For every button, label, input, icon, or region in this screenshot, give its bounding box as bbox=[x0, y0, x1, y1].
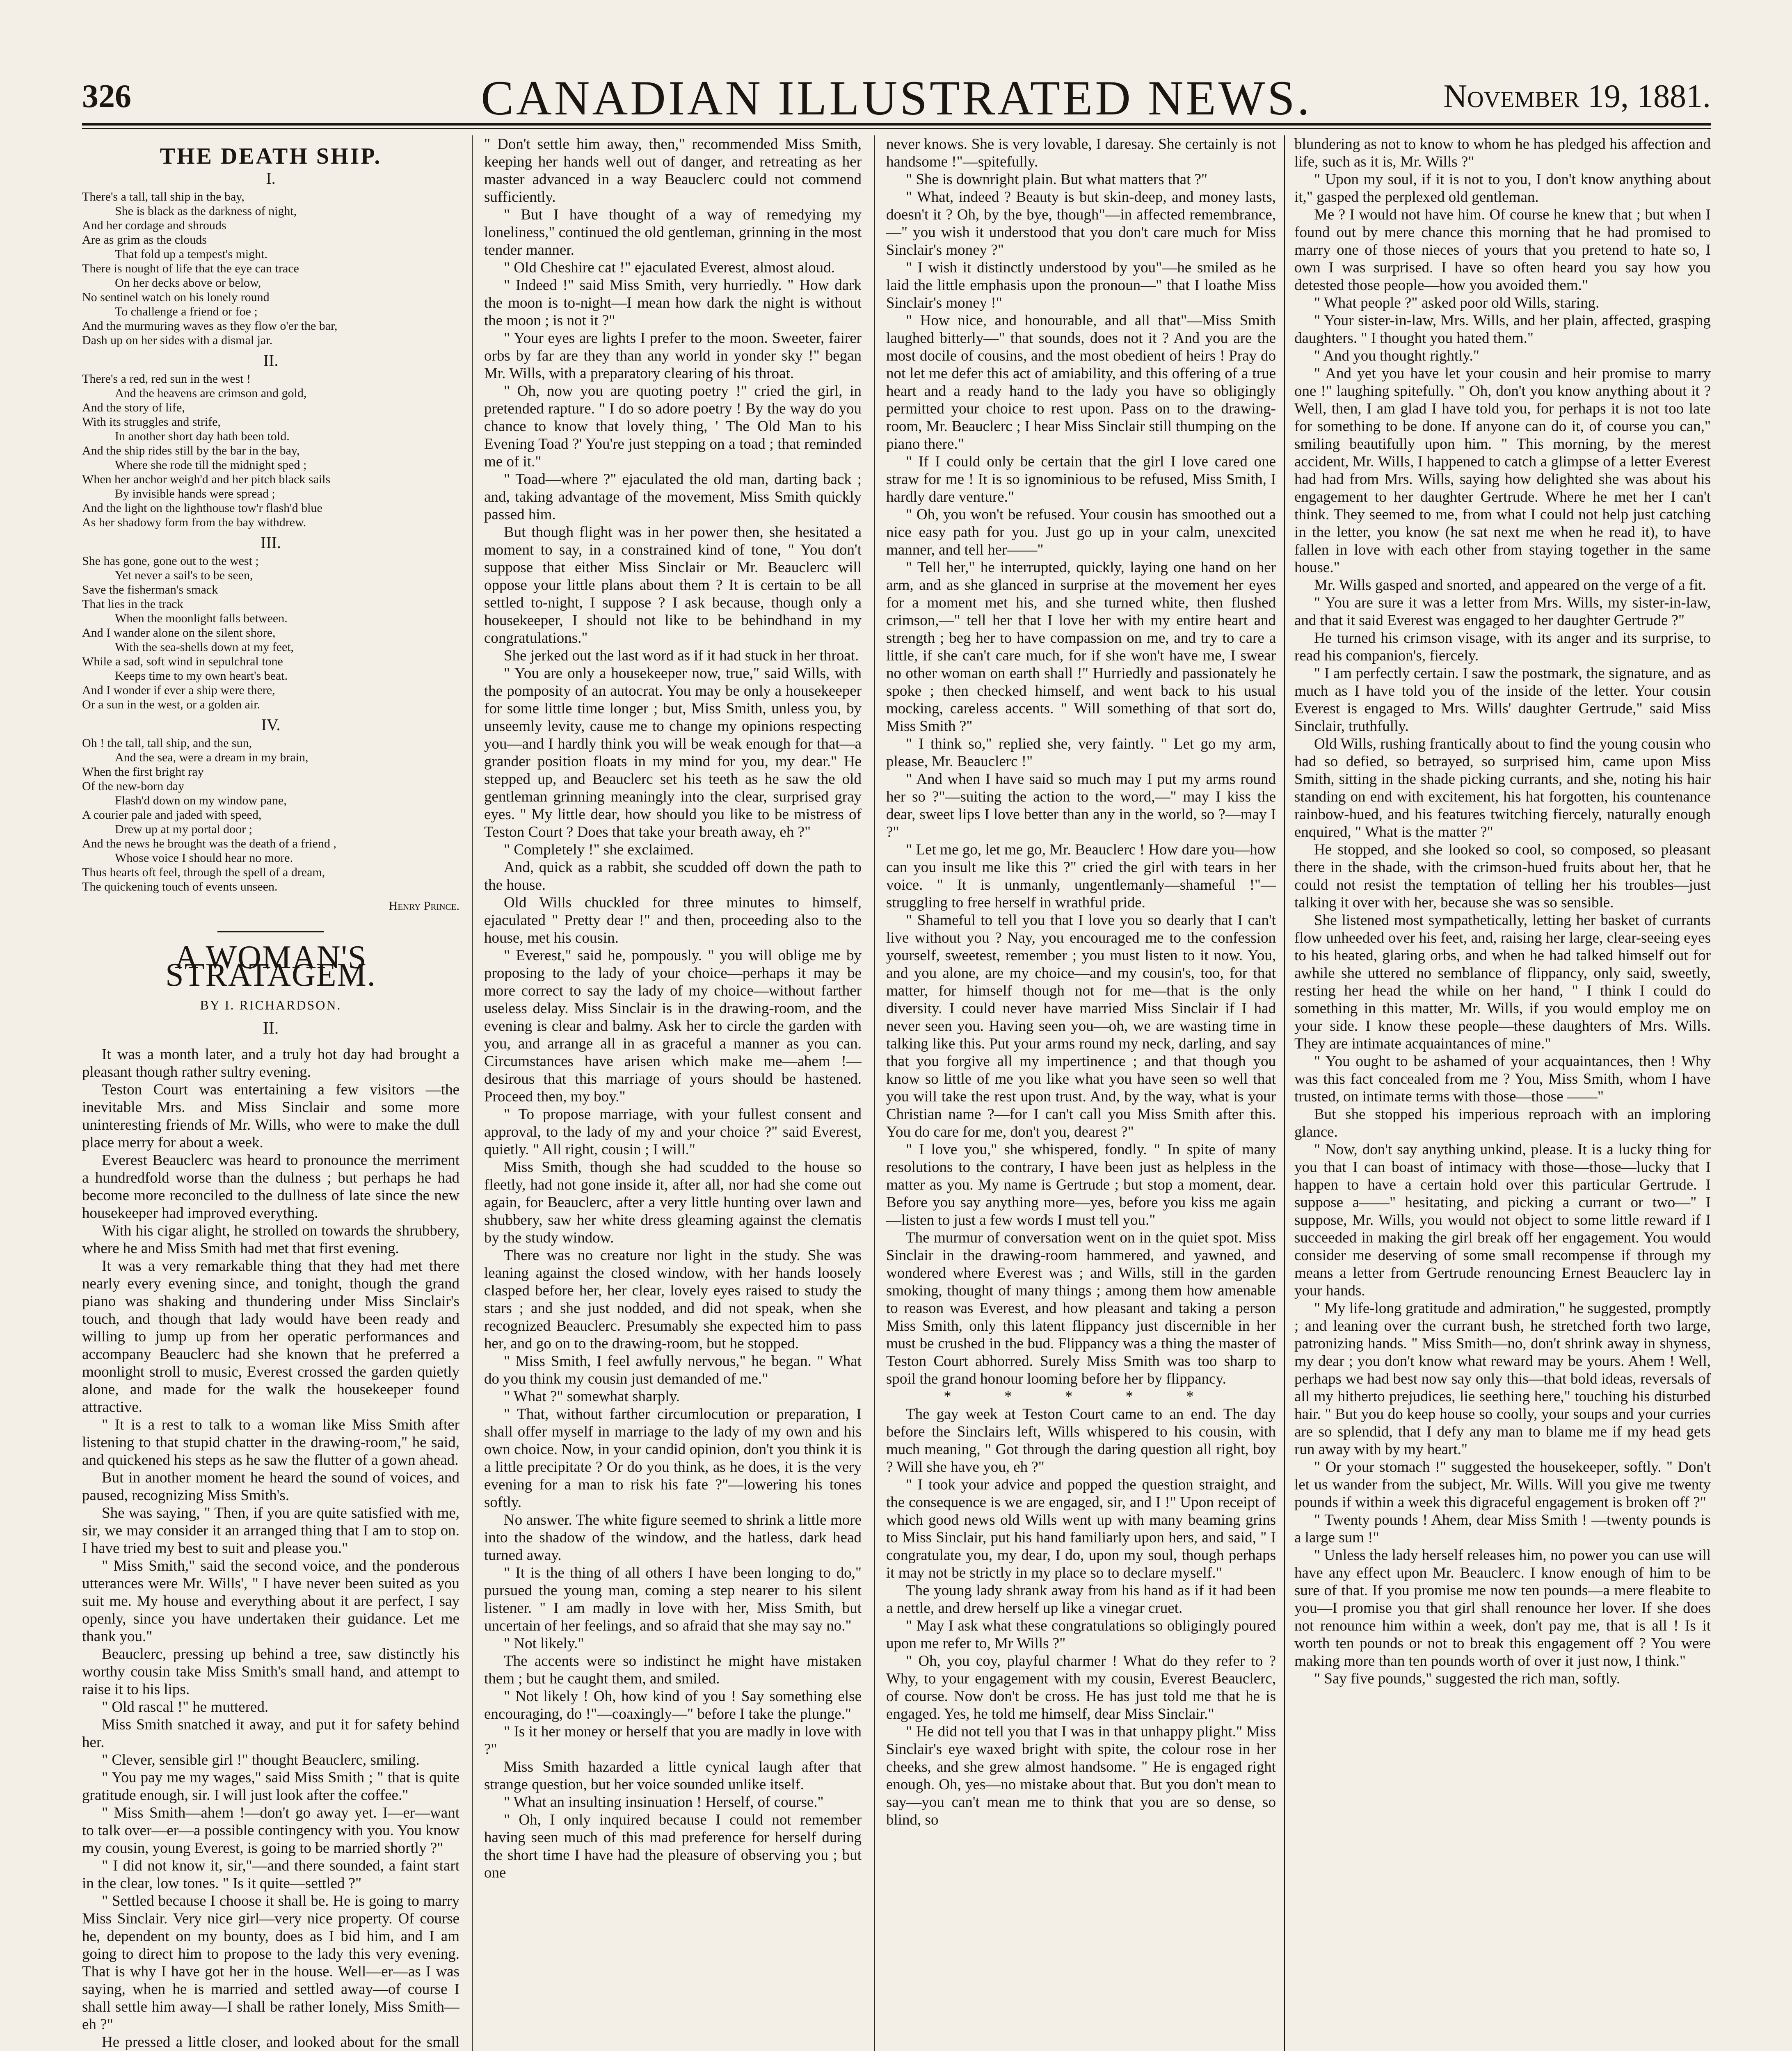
poem-line: And her cordage and shrouds bbox=[82, 219, 226, 232]
paragraph: blundering as not to know to whom he has pledged his affection and life, such as it is, Mr. Wills ?" bbox=[1294, 136, 1711, 170]
column-3 bbox=[886, 135, 1276, 2051]
poem-stanza bbox=[82, 554, 459, 712]
poem-stanza bbox=[82, 372, 459, 530]
column-3-text bbox=[886, 135, 1276, 1829]
paragraph: Teston Court was entertaining a few visitors —the inevitable Mrs. and Miss Sinclair and some more uninteresting friends of Mr. Wills, who were to make the dull place merry for about a week. bbox=[82, 1081, 459, 1151]
story-byline: BY I. RICHARDSON. bbox=[200, 998, 342, 1012]
paragraph: And, quick as a rabbit, she scudded off down the path to the house. bbox=[484, 859, 862, 893]
poem-line: And the news he brought was the death of a friend , bbox=[82, 837, 336, 850]
paragraph: " You ought to be ashamed of your acquaintances, then ! Why was this fact concealed from me ? You, Miss Smith, whom I have trusted, on intimate terms with those—those ——" bbox=[1294, 1053, 1711, 1105]
paragraph: But in another moment he heard the sound of voices, and paused, recognizing Miss Smith's. bbox=[82, 1469, 459, 1504]
story-part: II. bbox=[263, 1019, 279, 1038]
paragraph: " Indeed !" said Miss Smith, very hurriedly. " How dark the moon is to-night—I mean how dark the night is without the moon ; is not it ?" bbox=[484, 277, 862, 329]
poem-title: THE DEATH SHIP. bbox=[160, 144, 382, 169]
paragraph: Miss Smith hazarded a little cynical laugh after that strange question, but her voice sounded unlike itself. bbox=[484, 1759, 862, 1793]
poem-line: Drew up at my portal door ; bbox=[115, 822, 252, 836]
poem-line: No sentinel watch on his lonely round bbox=[82, 290, 270, 304]
paragraph: " To propose marriage, with your fullest consent and approval, to the lady of my and your choice ?" said Everest, quietly. " All right, cousin ; I will." bbox=[484, 1106, 862, 1158]
paragraph: " But I have thought of a way of remedying my loneliness," continued the old gentleman, grinning in the most tender manner. bbox=[484, 206, 862, 258]
paragraph: With his cigar alight, he strolled on towards the shrubbery, where he and Miss Smith had met that first evening. bbox=[82, 1222, 459, 1257]
column-1-text bbox=[82, 1046, 459, 2051]
column-4-text bbox=[1294, 135, 1711, 1688]
paragraph: " It is a rest to talk to a woman like Miss Smith after listening to that stupid chatter in the drawing-room," he said, and quickened his steps as he saw the flutter of a gown ahead. bbox=[82, 1416, 459, 1469]
poem-line: And the sea, were a dream in my brain, bbox=[115, 751, 309, 764]
paragraph: " Settled because I choose it shall be. He is going to marry Miss Sinclair. Very nice girl—very nice property. Of course he, dependent on my bounty, does as I bid him, and I am going to direct him to propose to the lady this very evening. That is why I have got her in the house. Well—er—as I was saying, when he is married and settled away—of course I shall settle him away—I shall be rather lonely, Miss Smith—eh ?" bbox=[82, 1893, 459, 2033]
poem-line: By invisible hands were spread ; bbox=[115, 487, 275, 500]
paragraph: She jerked out the last word as if it had stuck in her throat. bbox=[504, 647, 859, 664]
poem-line: That lies in the track bbox=[82, 597, 183, 611]
paragraph: " What an insulting insinuation ! Herself, of course." bbox=[504, 1794, 824, 1811]
paragraph: " Unless the lady herself releases him, no power you can use will have any effect upon Mr. Beauclerc. I know enough of him to be sure of that. If you promise me now ten pounds—a mere fleabite to you—I promise you that girl shall renounce her lover. If she does not renounce him within a week, don't pay me, that is all ! Is it worth ten pounds or not to break this engagement off ? You were making more than ten pounds worth of over it just now, I think." bbox=[1294, 1547, 1711, 1670]
paragraph: He pressed a little closer, and looked about for the small bbox=[102, 2034, 459, 2051]
paragraph: " You pay me my wages," said Miss Smith ; " that is quite gratitude enough, sir. I will just look after the coffee." bbox=[82, 1769, 459, 1804]
section-divider bbox=[217, 931, 324, 932]
paragraph: " And when I have said so much may I put my arms round her so ?"—suiting the action to the word,—" may I kiss the dear, sweet lips I love better than any in the world, so ?—may I ?" bbox=[886, 771, 1276, 840]
paragraph: " Miss Smith, I feel awfully nervous," he began. " What do you think my cousin just demanded of me." bbox=[484, 1353, 862, 1387]
poem-line: There is nought of life that the eye can trace bbox=[82, 262, 299, 275]
poem-line: Thus hearts oft feel, through the spell of a dream, bbox=[82, 866, 325, 879]
poem-line: On her decks above or below, bbox=[115, 276, 261, 290]
column-4 bbox=[1294, 135, 1711, 2051]
poem-line: And I wonder if ever a ship were there, bbox=[82, 683, 275, 697]
poem-line: Or a sun in the west, or a golden air. bbox=[82, 698, 261, 711]
poem-line: Oh ! the tall, tall ship, and the sun, bbox=[82, 736, 252, 750]
paragraph: " That, without farther circumlocution or preparation, I shall offer myself in marriage to the lady of my own and his own choice. Now, in your candid opinion, don't you think it is a little precipitate ? Or do you think, as he does, it is the very evening for a man to risk his fate ?"—lowering his tones softly. bbox=[484, 1406, 862, 1511]
poem-part-numeral: III. bbox=[261, 533, 281, 552]
poem-line: She is black as the darkness of night, bbox=[115, 204, 297, 218]
paragraph: " He did not tell you that I was in that unhappy plight." Miss Sinclair's eye waxed bright with spite, the colour rose in her cheeks, and she grew almost handsome. " He is engaged right enough. Oh, yes—no mistake about that. But you don't mean to say—you can't mean me to think that you are so dense, so blind, so bbox=[886, 1723, 1276, 1828]
paragraph: " Your sister-in-law, Mrs. Wills, and her plain, affected, grasping daughters. " I thought you hated them." bbox=[1294, 312, 1711, 347]
poem-body bbox=[82, 169, 459, 894]
paragraph: " And you thought rightly." bbox=[1314, 347, 1479, 364]
poem-line: Dash up on her sides with a dismal jar. bbox=[82, 333, 273, 347]
paragraph: " What, indeed ? Beauty is but skin-deep, and money lasts, doesn't it ? Oh, by the bye, though"—in affected remembrance,—" you wish it understood that you don't care much for Miss Sinclair's money ?" bbox=[886, 189, 1276, 258]
poem-line: The quickening touch of events unseen. bbox=[82, 880, 278, 893]
paragraph: " What ?" somewhat sharply. bbox=[504, 1388, 680, 1405]
paragraph: Miss Smith snatched it away, and put it for safety behind her. bbox=[82, 1716, 459, 1751]
poem-stanza bbox=[82, 190, 459, 347]
paragraph: Everest Beauclerc was heard to pronounce the merriment a hundredfold worse than the dulness ; but perhaps he had become more reconciled to the dullness of late since the new housekeeper had improved everything. bbox=[82, 1152, 459, 1222]
paragraph: The gay week at Teston Court came to an end. The day before the Sinclairs left, Wills whispered to his cousin, with much meaning, " Got through the daring question all right, boy ? Will she have you, eh ?" bbox=[886, 1406, 1276, 1475]
paragraph: " You are sure it was a letter from Mrs. Wills, my sister-in-law, and that it said Everest was engaged to her daughter Gertrude ?" bbox=[1294, 594, 1711, 629]
paragraph: " Is it her money or herself that you are madly in love with ?" bbox=[484, 1723, 862, 1758]
paragraph: " Not likely." bbox=[504, 1635, 584, 1652]
poem-line: Save the fisherman's smack bbox=[82, 583, 218, 596]
poem-part-numeral: II. bbox=[263, 351, 279, 370]
column-2-text bbox=[484, 135, 862, 1882]
paragraph: " Don't settle him away, then," recommended Miss Smith, keeping her hands well out of danger, and retreating as her master advanced in a way Beauclerc could not commend sufficiently. bbox=[484, 136, 862, 206]
paragraph: " Everest," said he, pompously. " you will oblige me by proposing to the lady of your choice—perhaps it may be more correct to say the lady of my choice—without farther useless delay. Miss Sinclair is in the drawing-room, and the evening is clear and balmy. Ask her to circle the garden with you, and arrange all in as graceful a manner as you can. Circumstances have arisen which make me—ahem !—desirous that this marriage of yours should be hastened. Proceed then, my boy." bbox=[484, 947, 862, 1105]
paragraph: * * * * * bbox=[944, 1388, 1218, 1405]
poem-line: Are as grim as the clouds bbox=[82, 233, 207, 247]
paragraph: The murmur of conversation went on in the quiet spot. Miss Sinclair in the drawing-room hammered, and yawned, and wondered where Everest was ; and Wills, still in the garden smoking, thought of many things ; among them how amenable to reason was Everest, and how pleasant and taking a person Miss Smith, only this latent flippancy just discernible in her must be crushed in the bud. Flippancy was a thing the master of Teston Court abhorred. Surely Miss Smith was too sharp to spoil the grand honour looming before her by flippancy. bbox=[886, 1229, 1276, 1387]
paragraph: " Oh, I only inquired because I could not remember having seen much of this mad preference for herself during the short time I have had the pleasure of observing you ; but one bbox=[484, 1811, 862, 1881]
poem-line: With the sea-shells down at my feet, bbox=[115, 640, 294, 654]
poem-part-numeral: IV. bbox=[261, 715, 281, 734]
column-rule-2 bbox=[874, 135, 875, 2051]
paragraph: Me ? I would not have him. Of course he knew that ; but when I found out by mere chance this morning that he had promised to marry one of those nieces of yours that you pretend to hate so, I own I was surprised. I have so often heard you say how you detested those people—how you avoided them." bbox=[1294, 206, 1711, 294]
paragraph: Mr. Wills gasped and snorted, and appeared on the verge of a fit. bbox=[1314, 577, 1706, 594]
poem-line: Keeps time to my own heart's beat. bbox=[115, 669, 288, 683]
poem-line: Flash'd down on my window pane, bbox=[115, 794, 287, 807]
paragraph: " If I could only be certain that the girl I love cared one straw for me ! It is so ignominious to be refused, Miss Smith, I hardly dare venture." bbox=[886, 453, 1276, 505]
paragraph: " She is downright plain. But what matters that ?" bbox=[906, 171, 1208, 188]
header-rule bbox=[82, 123, 1711, 126]
paragraph: " What people ?" asked poor old Wills, staring. bbox=[1314, 295, 1600, 311]
column-1 bbox=[82, 135, 459, 2051]
paragraph: " And yet you have let your cousin and heir promise to marry one !" laughing spitefully. " Oh, don't you know anything about it ? Well, then, I am glad I have told you, for perhaps it is not too late for something to be done. If anyone can do it, of course you can," smiling beautifully upon him. " This morning, by the merest accident, Mr. Wills, I happened to catch a glimpse of a letter Everest had had from Mrs. Wills, saying how delighted she was about his engagement to her daughter Gertrude. Where he met her I can't think. They seemed to me, from what I could not help just catching in the letter, you know (he sat next me when he read it), to have fallen in love with each other from staying together in the same house." bbox=[1294, 365, 1711, 576]
poem-line: Where she rode till the midnight sped ; bbox=[115, 458, 307, 472]
poem-line: In another short day hath been told. bbox=[115, 429, 290, 443]
paragraph: " Old Cheshire cat !" ejaculated Everest, almost aloud. bbox=[504, 259, 835, 276]
paragraph: " I wish it distinctly understood by you"—he smiled as he laid the little emphasis upon the pronoun—" that I loathe Miss Sinclair's money !" bbox=[886, 259, 1276, 311]
paragraph: Miss Smith, though she had scudded to the house so fleetly, had not gone inside it, after all, nor had she come out again, for Beauclerc, after a very little hunting over lawn and shubbery, saw her white dress gleaming against the clematis by the study window. bbox=[484, 1159, 862, 1246]
paragraph: " Clever, sensible girl !" thought Beauclerc, smiling. bbox=[102, 1752, 420, 1768]
poem-line: And the light on the lighthouse tow'r flash'd blue bbox=[82, 501, 322, 515]
poem-stanza bbox=[82, 736, 459, 894]
paragraph: " Not likely ! Oh, how kind of you ! Say something else encouraging, do !"—coaxingly—" before I take the plunge." bbox=[484, 1688, 862, 1722]
poem-line: When the moonlight falls between. bbox=[115, 612, 288, 625]
poem-author: Henry Prince. bbox=[389, 899, 459, 913]
paragraph: But she stopped his imperious reproach with an imploring glance. bbox=[1294, 1106, 1711, 1140]
page-number: 326 bbox=[82, 78, 131, 114]
poem-line: She has gone, gone out to the west ; bbox=[82, 554, 259, 568]
paragraph: " Miss Smith," said the second voice, and the ponderous utterances were Mr. Wills', " I have never been suited as you suit me. My house and everything about it are perfect, I say openly, since you have undertaken their guidance. Let me thank you." bbox=[82, 1558, 459, 1645]
paragraph: " Upon my soul, if it is not to you, I don't know anything about it," gasped the perplexed old gentleman. bbox=[1294, 171, 1711, 206]
paragraph: The accents were so indistinct he might have mistaken them ; but he caught them, and smiled. bbox=[484, 1653, 862, 1687]
poem-line: And the ship rides still by the bar in the bay, bbox=[82, 444, 300, 457]
poem-line: That fold up a tempest's might. bbox=[115, 247, 268, 261]
paragraph: never knows. She is very lovable, I daresay. She certainly is not handsome !"—spitefully. bbox=[886, 136, 1276, 170]
poem-line: To challenge a friend or foe ; bbox=[115, 305, 258, 318]
story-title: A WOMAN'S STRATAGEM. bbox=[165, 939, 376, 993]
paragraph: The young lady shrank away from his hand as if it had been a nettle, and drew herself up like a vinegar cruet. bbox=[886, 1582, 1276, 1617]
poem-line: As her shadowy form from the bay withdrew. bbox=[82, 516, 306, 529]
masthead: CANADIAN ILLUSTRATED NEWS. bbox=[481, 71, 1312, 125]
paragraph: " Oh, you coy, playful charmer ! What do they refer to ? Why, to your engagement with my cousin, Everest Beauclerc, of course. Now don't be cross. He has just told me that he is engaged. Yes, he told me himself, dear Miss Sinclair." bbox=[886, 1653, 1276, 1722]
paragraph: He turned his crimson visage, with its anger and its surprise, to read his companion's, fiercely. bbox=[1294, 630, 1711, 664]
paragraph: Old Wills, rushing frantically about to find the young cousin who had so defied, so betrayed, so surprised him, came upon Miss Smith, sitting in the shade picking currants, and she, noting his hair standing on end with excitement, his hat forgotten, his countenance rainbow-hued, and his features twitching fiercely, naturally enough enquired, " What is the matter ?" bbox=[1294, 735, 1711, 840]
paragraph: " My life-long gratitude and admiration," he suggested, promptly ; and leaning over the currant bush, he stretched forth two large, patronizing hands. " Miss Smith—no, don't shrink away in shyness, my dear ; you don't know what reward may be yours. Ahem ! Well, perhaps we had best now say only this—that bold ideas, reversals of all my hitherto prejudices, lie seething here," touching his disturbed hair. " But you do keep house so coolly, your soups and your curries are so splendid, that I defy any man to blame me if my head gets run away with by my heart." bbox=[1294, 1300, 1711, 1458]
paragraph: " I think so," replied she, very faintly. " Let go my arm, please, Mr. Beauclerc !" bbox=[886, 735, 1276, 770]
paragraph: " Say five pounds," suggested the rich man, softly. bbox=[1314, 1670, 1621, 1687]
poem-line: With its struggles and strife, bbox=[82, 415, 221, 429]
paragraph: " Oh, you won't be refused. Your cousin has smoothed out a nice easy path for you. Just go up in your calm, unexcited manner, and tell her——" bbox=[886, 506, 1276, 558]
paragraph: " I took your advice and popped the question straight, and the consequence is we are engaged, sir, and I !" Upon receipt of which good news old Wills went up with many beaming grins to Miss Sinclair, put his hand familiarly upon hers, and said, " I congratulate you, my dear, I do, upon my soul, though perhaps it may not be strictly in my place so to declare myself." bbox=[886, 1476, 1276, 1581]
paragraph: " Completely !" she exclaimed. bbox=[504, 841, 694, 858]
poem-line: There's a red, red sun in the west ! bbox=[82, 372, 251, 386]
paragraph: Old Wills chuckled for three minutes to himself, ejaculated " Pretty dear !" and then, proceeding also to the house, met his cousin. bbox=[484, 894, 862, 946]
paragraph: " It is the thing of all others I have been longing to do," pursued the young man, coming a step nearer to his silent listener. " I am madly in love with her, Miss Smith, but uncertain of her feelings, and so afraid that she may say no." bbox=[484, 1565, 862, 1634]
paragraph: " Or your stomach !" suggested the housekeeper, softly. " Don't let us wander from the subject, Mr. Wills. Will you give me twenty pounds if within a week this digraceful engagement is broken off ?" bbox=[1294, 1459, 1711, 1511]
poem-line: While a sad, soft wind in sepulchral tone bbox=[82, 655, 283, 668]
paragraph: " Twenty pounds ! Ahem, dear Miss Smith ! —twenty pounds is a large sum !" bbox=[1294, 1512, 1711, 1546]
paragraph: " Let me go, let me go, Mr. Beauclerc ! How dare you—how can you insult me like this ?" cried the girl with tears in her voice. " It is unmanly, ungentlemanly—shameful !"—struggling to free herself in wrathful pride. bbox=[886, 841, 1276, 911]
paragraph: It was a very remarkable thing that they had met there nearly every evening since, and tonight, though the grand piano was shaking and thundering under Miss Sinclair's touch, and though that lady would have been ready and willing to jump up from her operatic performances and accompany Beauclerc had she known that he preferred a moonlight stroll to music, Everest crossed the garden quietly alone, and made for the walk the housekeeper found attractive. bbox=[82, 1258, 459, 1416]
poem-line: A courier pale and jaded with speed, bbox=[82, 808, 262, 822]
paragraph: " I am perfectly certain. I saw the postmark, the signature, and as much as I have told you of the inside of the letter. Your cousin Everest is engaged to Mrs. Wills' daughter Gertrude," said Miss Sinclair, truthfully. bbox=[1294, 665, 1711, 735]
paragraph: He stopped, and she looked so cool, so composed, so pleasant there in the shade, with the crimson-hued fruits about her, that he could not resist the temptation of telling her his troubles—just talking it over with her, because she was so sensible. bbox=[1294, 841, 1711, 911]
poem-line: And the heavens are crimson and gold, bbox=[115, 386, 307, 400]
column-rule-1 bbox=[472, 135, 473, 2051]
poem-line: And the murmuring waves as they flow o'er the bar, bbox=[82, 319, 338, 333]
poem-line: There's a tall, tall ship in the bay, bbox=[82, 190, 245, 203]
paragraph: " May I ask what these congratulations so obligingly poured upon me refer to, Mr Wills ?" bbox=[886, 1617, 1276, 1652]
column-2 bbox=[484, 135, 862, 2051]
poem-part-numeral: I. bbox=[266, 169, 276, 187]
paragraph: " Miss Smith—ahem !—don't go away yet. I—er—want to talk over—er—a possible contingency with you. You know my cousin, young Everest, is going to be married shortly ?" bbox=[82, 1804, 459, 1857]
poem-line: Whose voice I should hear no more. bbox=[115, 851, 293, 865]
paragraph: Beauclerc, pressing up behind a tree, saw distinctly his worthy cousin take Miss Smith's small hand, and attempt to raise it to his lips. bbox=[82, 1646, 459, 1698]
paragraph: " I love you," she whispered, fondly. " In spite of many resolutions to the contrary, I have been just as helpless in the matter as you. My name is Gertrude ; but stop a moment, dear. Before you say anything more—yes, before you kiss me again—listen to just a few words I must tell you." bbox=[886, 1141, 1276, 1229]
paragraph: " Tell her," he interrupted, quickly, laying one hand on her arm, and as she glanced in surprise at the movement her eyes for a moment met his, and she turned white, then flushed crimson,—" tell her that I love her with my entire heart and strength ; beg her to have compassion on me, and try to care a little, if she can't care much, for if she won't have me, I swear no other woman on earth shall !" Hurriedly and passionately he spoke ; then checked himself, and went back to his usual mocking, careless accents. " Will something of that sort do, Miss Smith ?" bbox=[886, 559, 1276, 735]
paragraph: No answer. The white figure seemed to shrink a little more into the shadow of the window, and the hatless, dark head turned away. bbox=[484, 1512, 862, 1564]
paragraph: " Now, don't say anything unkind, please. It is a lucky thing for you that I can boast of intimacy with those—those—lucky that I happen to have a certain hold over this particular Gertrude. I suppose a——" hesitating, and picking a currant or two—" I suppose, Mr. Wills, you would not object to some little reward if I succeeded in making the girl break off her engagement. You would consider me deserving of some small recompense if through my means a letter from Gertrude renouncing Ernest Beauclerc lay in your hands. bbox=[1294, 1141, 1711, 1299]
paragraph: " Your eyes are lights I prefer to the moon. Sweeter, fairer orbs by far are they than any world in yonder sky !" began Mr. Wills, with a preparatory clearing of his throat. bbox=[484, 330, 862, 382]
paragraph: " Oh, now you are quoting poetry !" cried the girl, in pretended rapture. " I do so adore poetry ! By the way do you chance to know that lovely thing, ' The Old Man to his Evening Toad ?' You're just stepping on a toad ; that reminded me of it." bbox=[484, 383, 862, 470]
paragraph: She was saying, " Then, if you are quite satisfied with me, sir, we may consider it an arranged thing that I am to stop on. I have tried my best to suit and please you." bbox=[82, 1505, 459, 1557]
poem-line: When her anchor weigh'd and her pitch black sails bbox=[82, 473, 331, 486]
poem-line: When the first bright ray bbox=[82, 765, 204, 779]
header-rule-thin bbox=[82, 128, 1711, 129]
paragraph: She listened most sympathetically, letting her basket of currants flow unheeded over his feet, and, raising her large, clear-seeing eyes to his heated, glaring orbs, and when he had talked himself out for awhile she uttered no semblance of flippancy, only said, sweetly, resting her head the while on her hand, " I think I could do something in this matter, Mr. Wills, if you would employ me on your side. I know these people—these daughters of Mrs. Wills. They are intimate acquaintances of mine." bbox=[1294, 912, 1711, 1052]
poem-line: Yet never a sail's to be seen, bbox=[115, 569, 253, 582]
paragraph: " How nice, and honourable, and all that"—Miss Smith laughed bitterly—" that sounds, does not it ? And you are the most docile of cousins, and the most obedient of heirs ! Pray do not let me defer this act of amiability, and this offering of a true heart and a ready hand to the lady you have so obligingly permitted your choice to rest upon. Pass on to the drawing-room, Mr. Beauclerc ; I hear Miss Sinclair still thumping on the piano there." bbox=[886, 312, 1276, 452]
paragraph: It was a month later, and a truly hot day had brought a pleasant though rather sultry evening. bbox=[82, 1046, 459, 1080]
paragraph: But though flight was in her power then, she hesitated a moment to say, in a constrained kind of tone, " You don't suppose that either Miss Sinclair or Mr. Beauclerc will oppose your little plans about them ? It is certain to be all settled to-night, I suppose ? I ask because, though only a housekeeper, I should not like to be behindhand in my congratulations." bbox=[484, 524, 862, 646]
paragraph: " I did not know it, sir,"—and there sounded, a faint start in the clear, low tones. " Is it quite—settled ?" bbox=[82, 1857, 459, 1892]
paragraph: " Toad—where ?" ejaculated the old man, darting back ; and, taking advantage of the movement, Miss Smith quickly passed him. bbox=[484, 471, 862, 523]
paragraph: " Old rascal !" he muttered. bbox=[102, 1699, 269, 1715]
column-rule-3 bbox=[1284, 135, 1285, 2051]
paragraph: " You are only a housekeeper now, true," said Wills, with the pomposity of an autocrat. You may be only a housekeeper for some little time longer ; but, Miss Smith, unless you, by unseemly levity, cause me to change my opinions respecting you—and I hardly think you will be weak enough for that—a grander position floats in my mind for you, my dear." He stepped up, and Beauclerc set his teeth as he saw the old gentleman grinning meaningly into the clear, surprised gray eyes. " My little dear, how should you like to be mistress of Teston Court ? Does that take your breath away, eh ?" bbox=[484, 665, 862, 840]
paragraph: There was no creature nor light in the study. She was leaning against the closed window, with her hands loosely clasped before her, her clear, lovely eyes raised to study the stars ; and she just nodded, and did not speak, when she recognized Beauclerc. Presumably she expected him to pass her, and go on to the drawing-room, but he stopped. bbox=[484, 1247, 862, 1352]
poem-line: And the story of life, bbox=[82, 401, 185, 414]
issue-date: November 19, 1881. bbox=[1443, 78, 1711, 114]
poem-line: Of the new-born day bbox=[82, 779, 185, 793]
poem-line: And I wander alone on the silent shore, bbox=[82, 626, 276, 640]
paragraph: " Shameful to tell you that I love you so dearly that I can't live without you ? Nay, you encouraged me to the confession yourself, sweetest, remember ; you must listen to it now. You, and you alone, are my choice—and my cousin's, too, for that matter, for himself though not for me—that is the only diversity. I could never have married Miss Sinclair if I had never seen you. Having seen you—oh, we are wasting time in talking like this. Put your arms round my neck, darling, and say that you forgive all my impertinence ; and that though you know so little of me you like what you have seen so well that you will take the rest upon trust. And, by the way, what is your Christian name ?—for I can't call you Miss Smith after this. You do care for me, don't you, dearest ?" bbox=[886, 912, 1276, 1140]
